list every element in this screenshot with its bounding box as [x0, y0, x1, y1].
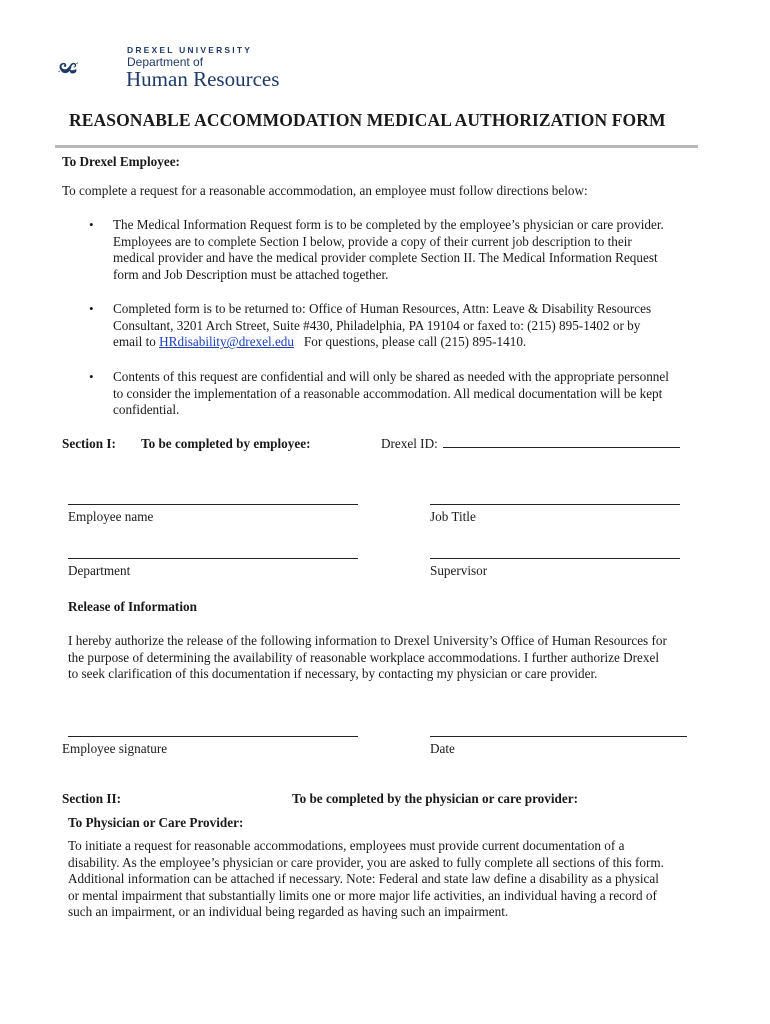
- section2-text: [68, 838, 718, 921]
- logo-unit-name: Human Resources: [126, 67, 280, 91]
- section2-line: such an impairment, or an individual being regarded as having such an impairment.: [68, 904, 509, 920]
- drexel-id-label: Drexel ID:: [381, 436, 438, 451]
- bullet-2-line: Completed form is to be returned to: Office of Human Resources, Attn: Leave & Disability Resources: [113, 301, 652, 316]
- date-field[interactable]: [430, 736, 687, 737]
- bullet-1-line: Employees are to complete Section I below, provide a copy of their current job description to their: [113, 233, 632, 249]
- bullet-dot: •: [89, 217, 94, 232]
- release-text: [68, 633, 708, 683]
- release-line: the purpose of determining the availability of reasonable workplace accommodations. I further authorize Drexel: [68, 649, 660, 665]
- section2-label: Section II:: [62, 791, 121, 806]
- release-line: I hereby authorize the release of the following information to Drexel University’s Office of Human Resources for: [68, 633, 667, 648]
- bullet-dot: •: [89, 369, 94, 384]
- supervisor-field[interactable]: [430, 558, 680, 559]
- bullet-item-2: [113, 301, 713, 351]
- release-line: to seek clarification of this documentation if necessary, by contacting my physician or care provider.: [68, 666, 598, 682]
- logo-department-of: Department of: [127, 55, 204, 69]
- bullet-dot: •: [89, 301, 94, 316]
- employee-signature-label: Employee signature: [62, 741, 168, 756]
- job-title-field[interactable]: [430, 504, 680, 505]
- employee-name-field[interactable]: [68, 504, 358, 505]
- department-label: Department: [68, 563, 131, 578]
- form-title: REASONABLE ACCOMMODATION MEDICAL AUTHORIZATION FORM: [69, 110, 666, 130]
- bullet-3-line: confidential.: [113, 402, 180, 418]
- intro-lead: To complete a request for a reasonable accommodation, an employee must follow directions below:: [62, 183, 588, 198]
- section1-heading: To be completed by employee:: [141, 436, 311, 451]
- department-field[interactable]: [68, 558, 358, 559]
- bullet-1-line: form and Job Description must be attached together.: [113, 266, 389, 282]
- employee-signature-field[interactable]: [68, 736, 358, 737]
- email-prefix: email to: [113, 334, 160, 350]
- section2-salutation: To Physician or Care Provider:: [68, 815, 244, 830]
- bullet-item-3: [113, 369, 713, 419]
- section1-label: Section I:: [62, 436, 116, 451]
- drexel-id-field[interactable]: [443, 447, 680, 448]
- bullet-3-line: Contents of this request are confidential and will only be shared as needed with the appropriate personnel: [113, 369, 669, 384]
- phone-note: For questions, please call (215) 895-1410.: [294, 334, 527, 350]
- section2-line: disability. As the employee’s physician or care provider, you are asked to fully complete all sections of this form.: [68, 854, 664, 870]
- supervisor-label: Supervisor: [430, 563, 488, 578]
- logo-university-name: DREXEL UNIVERSITY: [127, 45, 253, 55]
- bullet-1-line: medical provider and have the medical provider complete Section II. The Medical Information Request: [113, 250, 658, 266]
- bullet-1-line: The Medical Information Request form is to be completed by the employee’s physician or care provider.: [113, 217, 664, 232]
- drexel-dragon-logo-icon: [58, 44, 128, 92]
- section2-heading: To be completed by the physician or care provider:: [292, 791, 578, 806]
- bullet-3-line: to consider the implementation of a reasonable accommodation. All medical documentation will be kept: [113, 385, 663, 401]
- bullet-item-1: [113, 217, 713, 283]
- intro-salutation: To Drexel Employee:: [62, 154, 180, 169]
- bullet-2-line: Consultant, 3201 Arch Street, Suite #430, Philadelphia, PA 19104 or faxed to: (215) 895-1402 or by: [113, 317, 641, 333]
- employee-name-label: Employee name: [68, 509, 154, 524]
- release-heading: Release of Information: [68, 599, 197, 614]
- hr-email-link[interactable]: HRdisability@drexel.edu: [159, 334, 294, 350]
- date-label: Date: [430, 741, 455, 756]
- section2-line: or mental impairment that substantially limits one or more major life activities, an individual having a record of: [68, 887, 657, 903]
- section2-line: To initiate a request for reasonable accommodations, employees must provide current documentation of a: [68, 838, 625, 853]
- section2-line: Additional information can be attached if necessary. Note: Federal and state law define a disability as a physical: [68, 871, 659, 887]
- bullet-2-email-line: [113, 334, 713, 351]
- job-title-label: Job Title: [430, 509, 476, 524]
- title-divider: [55, 145, 698, 148]
